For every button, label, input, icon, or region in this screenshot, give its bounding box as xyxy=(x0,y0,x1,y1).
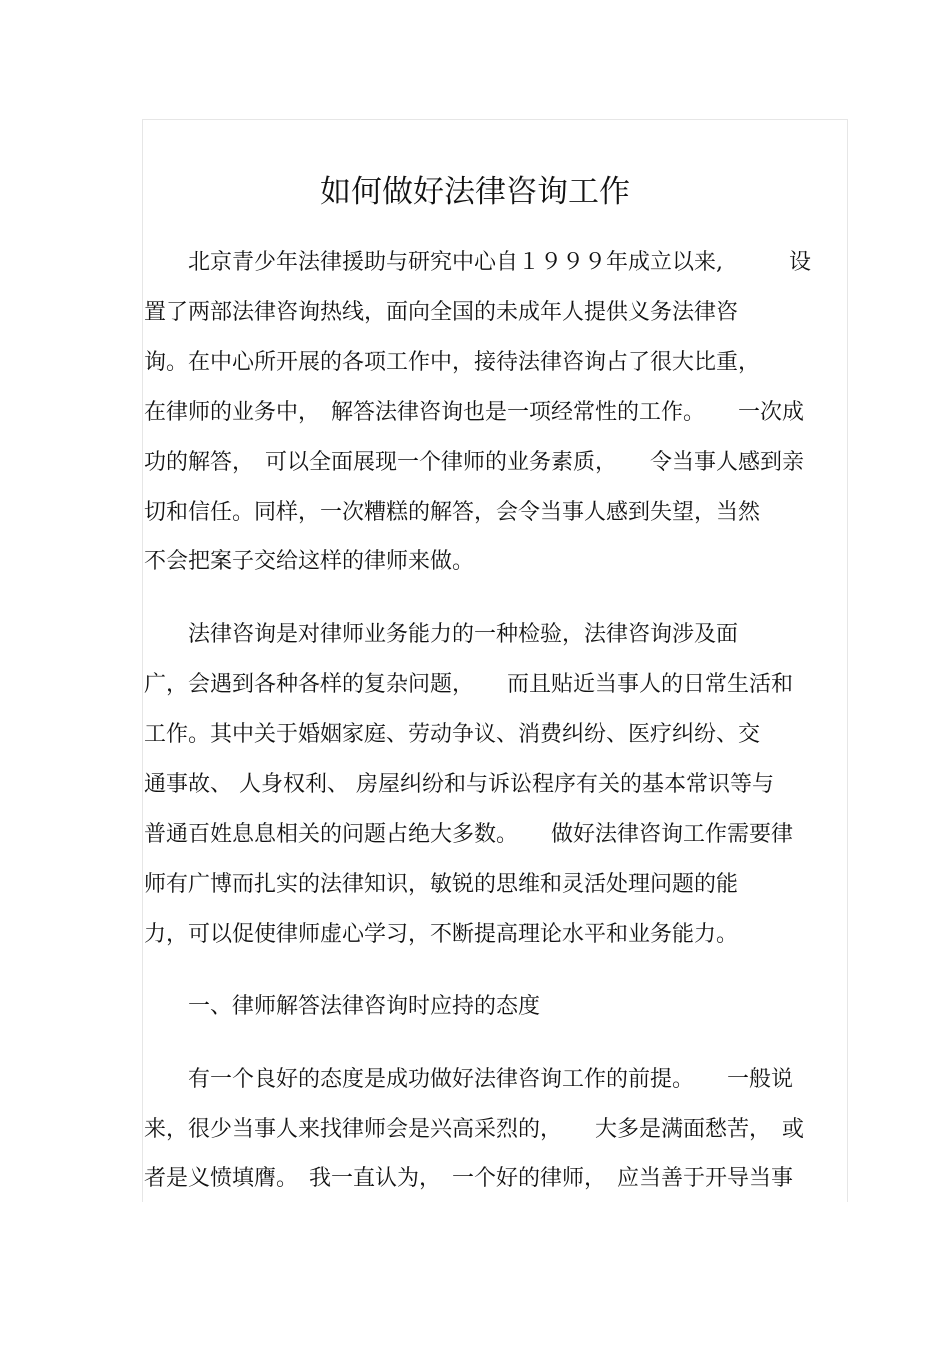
document-page xyxy=(142,119,848,1202)
body-line: 广，会遇到各种各样的复杂问题， 而且贴近当事人的日常生活和 xyxy=(144,672,794,697)
body-line: 在律师的业务中， 解答法律咨询也是一项经常性的工作。 一次成 xyxy=(144,400,805,425)
body-line: 有一个良好的态度是成功做好法律咨询工作的前提。 一般说 xyxy=(144,1067,794,1092)
document-title: 如何做好法律咨询工作 xyxy=(320,174,630,210)
body-line: 师有广博而扎实的法律知识，敏锐的思维和灵活处理问题的能 xyxy=(144,872,739,897)
body-line: 者是义愤填膺。 我一直认为， 一个好的律师， 应当善于开导当事 xyxy=(144,1166,794,1191)
body-line: 置了两部法律咨询热线，面向全国的未成年人提供义务法律咨 xyxy=(144,300,739,325)
body-line: 法律咨询是对律师业务能力的一种检验，法律咨询涉及面 xyxy=(144,622,739,647)
body-line: 普通百姓息息相关的问题占绝大多数。 做好法律咨询工作需要律 xyxy=(144,822,794,847)
body-line: 通事故、 人身权利、 房屋纠纷和与诉讼程序有关的基本常识等与 xyxy=(144,772,774,797)
body-line: 切和信任。同样，一次糟糕的解答，会令当事人感到失望，当然 xyxy=(144,500,761,525)
body-line: 来，很少当事人来找律师会是兴高采烈的， 大多是满面愁苦， 或 xyxy=(144,1117,805,1142)
body-line: 询。在中心所开展的各项工作中，接待法律咨询占了很大比重， xyxy=(144,350,761,375)
body-line: 功的解答， 可以全面展现一个律师的业务素质， 令当事人感到亲 xyxy=(144,450,805,475)
section-heading: 一、律师解答法律咨询时应持的态度 xyxy=(144,994,541,1019)
body-line: 北京青少年法律援助与研究中心自１９９９年成立以来, 设 xyxy=(144,250,811,275)
body-line: 力，可以促使律师虚心学习，不断提高理论水平和业务能力。 xyxy=(144,922,739,947)
body-line: 不会把案子交给这样的律师来做。 xyxy=(144,549,475,574)
body-line: 工作。其中关于婚姻家庭、劳动争议、消费纠纷、医疗纠纷、交 xyxy=(144,722,761,747)
